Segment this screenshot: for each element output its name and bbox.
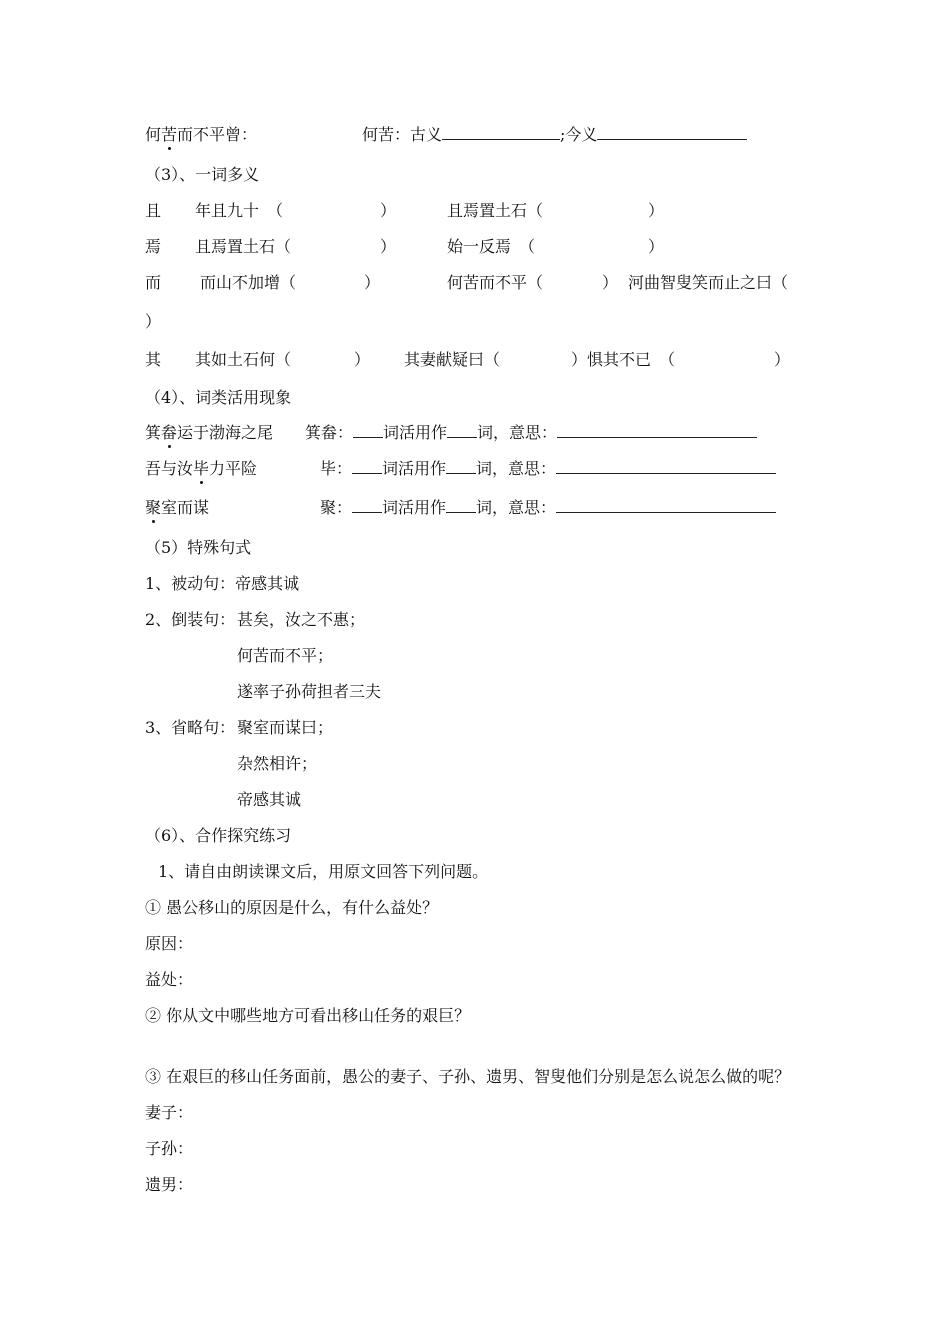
gujin-answer-line <box>362 124 747 146</box>
usage-row2-label: 毕： <box>320 459 353 478</box>
blank-word-class[interactable] <box>353 423 383 438</box>
answer-wife-label: 妻子： <box>145 1103 194 1122</box>
usage-row2-mid: 词活用作 <box>382 459 447 478</box>
emphasis-dot-char: 毕 <box>193 459 210 478</box>
usage-row1-label: 箕畚： <box>305 423 354 442</box>
inverted-item: 何苦而不平； <box>237 646 334 665</box>
gujin-modern-label: ;今义 <box>560 125 598 144</box>
usage-row1-answer <box>305 422 757 444</box>
polysemy-er-b: 何苦而不平（ <box>447 273 544 292</box>
blank-used-as[interactable] <box>447 423 477 438</box>
polysemy-qi-a-close: ） <box>354 350 371 369</box>
polysemy-qie-b: 且焉置土石（ <box>447 201 544 220</box>
polysemy-qie-a: 年且九十 （ <box>195 201 284 220</box>
polysemy-er-wrap: ） <box>145 312 162 331</box>
usage-row3-end: 词，意思： <box>476 498 557 517</box>
polysemy-qi-b: 其妻献疑曰（ <box>404 350 501 369</box>
polysemy-qi-a: 其如土石何（ <box>195 350 292 369</box>
usage-row3-post: 室而谋 <box>161 498 210 517</box>
usage-row1-end: 词，意思： <box>477 423 558 442</box>
polysemy-yan-b: 始一反焉 （ <box>447 237 536 256</box>
blank-meaning[interactable] <box>556 459 776 474</box>
answer-descendants-label: 子孙： <box>145 1139 194 1158</box>
polysemy-er-c: 河曲智叟笑而止之曰（ <box>628 273 789 292</box>
exercise-intro: 1、请自由朗读课文后，用原文回答下列问题。 <box>158 862 489 881</box>
usage-row2-answer <box>320 458 776 480</box>
omitted-item: 杂然相许； <box>237 754 318 773</box>
section-3-title: （3）、一词多义 <box>145 165 260 184</box>
inverted-item: 甚矣，汝之不惠； <box>237 610 366 629</box>
gujin-phrase-pre: 何 <box>145 125 162 144</box>
polysemy-yan-b-close: ） <box>648 237 665 256</box>
polysemy-yan-a-close: ） <box>380 237 397 256</box>
usage-row1-pre: 箕 <box>145 423 162 442</box>
usage-row1-mid: 词活用作 <box>383 423 448 442</box>
gujin-ancient-label: 何苦：古义 <box>362 125 443 144</box>
emphasis-dot-char: 苦 <box>161 125 178 144</box>
usage-row2-end: 词，意思： <box>476 459 557 478</box>
polysemy-qi-head: 其 <box>145 350 162 369</box>
gujin-phrase-post: 而不平曾： <box>177 125 258 144</box>
polysemy-qie-b-close: ） <box>648 201 665 220</box>
polysemy-qi-b-close: ） <box>774 350 791 369</box>
omitted-item: 聚室而谋曰； <box>237 718 334 737</box>
inverted-item: 遂率子孙荷担者三夫 <box>237 682 382 701</box>
gujin-phrase <box>145 124 257 146</box>
section-5-title: （5）特殊句式 <box>145 538 252 557</box>
usage-row3-sentence <box>145 497 209 519</box>
usage-row2-pre: 吾与汝 <box>145 459 194 478</box>
polysemy-er-head: 而 <box>145 273 162 292</box>
blank-modern-meaning[interactable] <box>597 125 747 140</box>
polysemy-qie-a-close: ） <box>380 201 397 220</box>
blank-used-as[interactable] <box>446 459 476 474</box>
usage-row2-post: 力平险 <box>209 459 258 478</box>
answer-benefit-label: 益处： <box>145 970 194 989</box>
answer-reason-label: 原因： <box>145 934 194 953</box>
blank-used-as[interactable] <box>446 498 476 513</box>
blank-meaning[interactable] <box>556 498 776 513</box>
polysemy-yan-head: 焉 <box>145 237 162 256</box>
blank-ancient-meaning[interactable] <box>442 125 560 140</box>
polysemy-er-b-close: ） <box>602 273 619 292</box>
usage-row2-sentence <box>145 458 257 480</box>
question-3: ③ 在艰巨的移山任务面前，愚公的妻子、子孙、遗男、智叟他们分别是怎么说怎么做的呢？ <box>145 1067 791 1086</box>
blank-word-class[interactable] <box>352 459 382 474</box>
question-2: ② 你从文中哪些地方可看出移山任务的艰巨？ <box>145 1006 471 1025</box>
omitted-label: 3、省略句： <box>145 718 236 737</box>
usage-row1-sentence <box>145 422 273 444</box>
usage-row3-label: 聚： <box>320 498 353 517</box>
usage-row1-post: 运于渤海之尾 <box>177 423 274 442</box>
polysemy-qie-head: 且 <box>145 201 162 220</box>
usage-row3-mid: 词活用作 <box>382 498 447 517</box>
blank-word-class[interactable] <box>352 498 382 513</box>
polysemy-yan-a: 且焉置土石（ <box>195 237 292 256</box>
question-1: ① 愚公移山的原因是什么，有什么益处？ <box>145 898 439 917</box>
answer-boy-label: 遗男： <box>145 1175 194 1194</box>
blank-meaning[interactable] <box>557 423 757 438</box>
section-4-title: （4）、词类活用现象 <box>145 388 292 407</box>
emphasis-dot-char: 畚 <box>161 423 178 442</box>
polysemy-er-a: 而山不加增（ <box>200 273 297 292</box>
polysemy-qi-b-mid: ）惧其不已 （ <box>571 350 676 369</box>
polysemy-er-a-close: ） <box>364 273 381 292</box>
section-6-title: （6）、合作探究练习 <box>145 826 292 845</box>
passive-sentence: 1、被动句：帝感其诚 <box>145 574 300 593</box>
emphasis-dot-char: 聚 <box>145 498 162 517</box>
usage-row3-answer <box>320 497 776 519</box>
inverted-label: 2、倒装句： <box>145 610 236 629</box>
omitted-item: 帝感其诚 <box>237 790 302 809</box>
